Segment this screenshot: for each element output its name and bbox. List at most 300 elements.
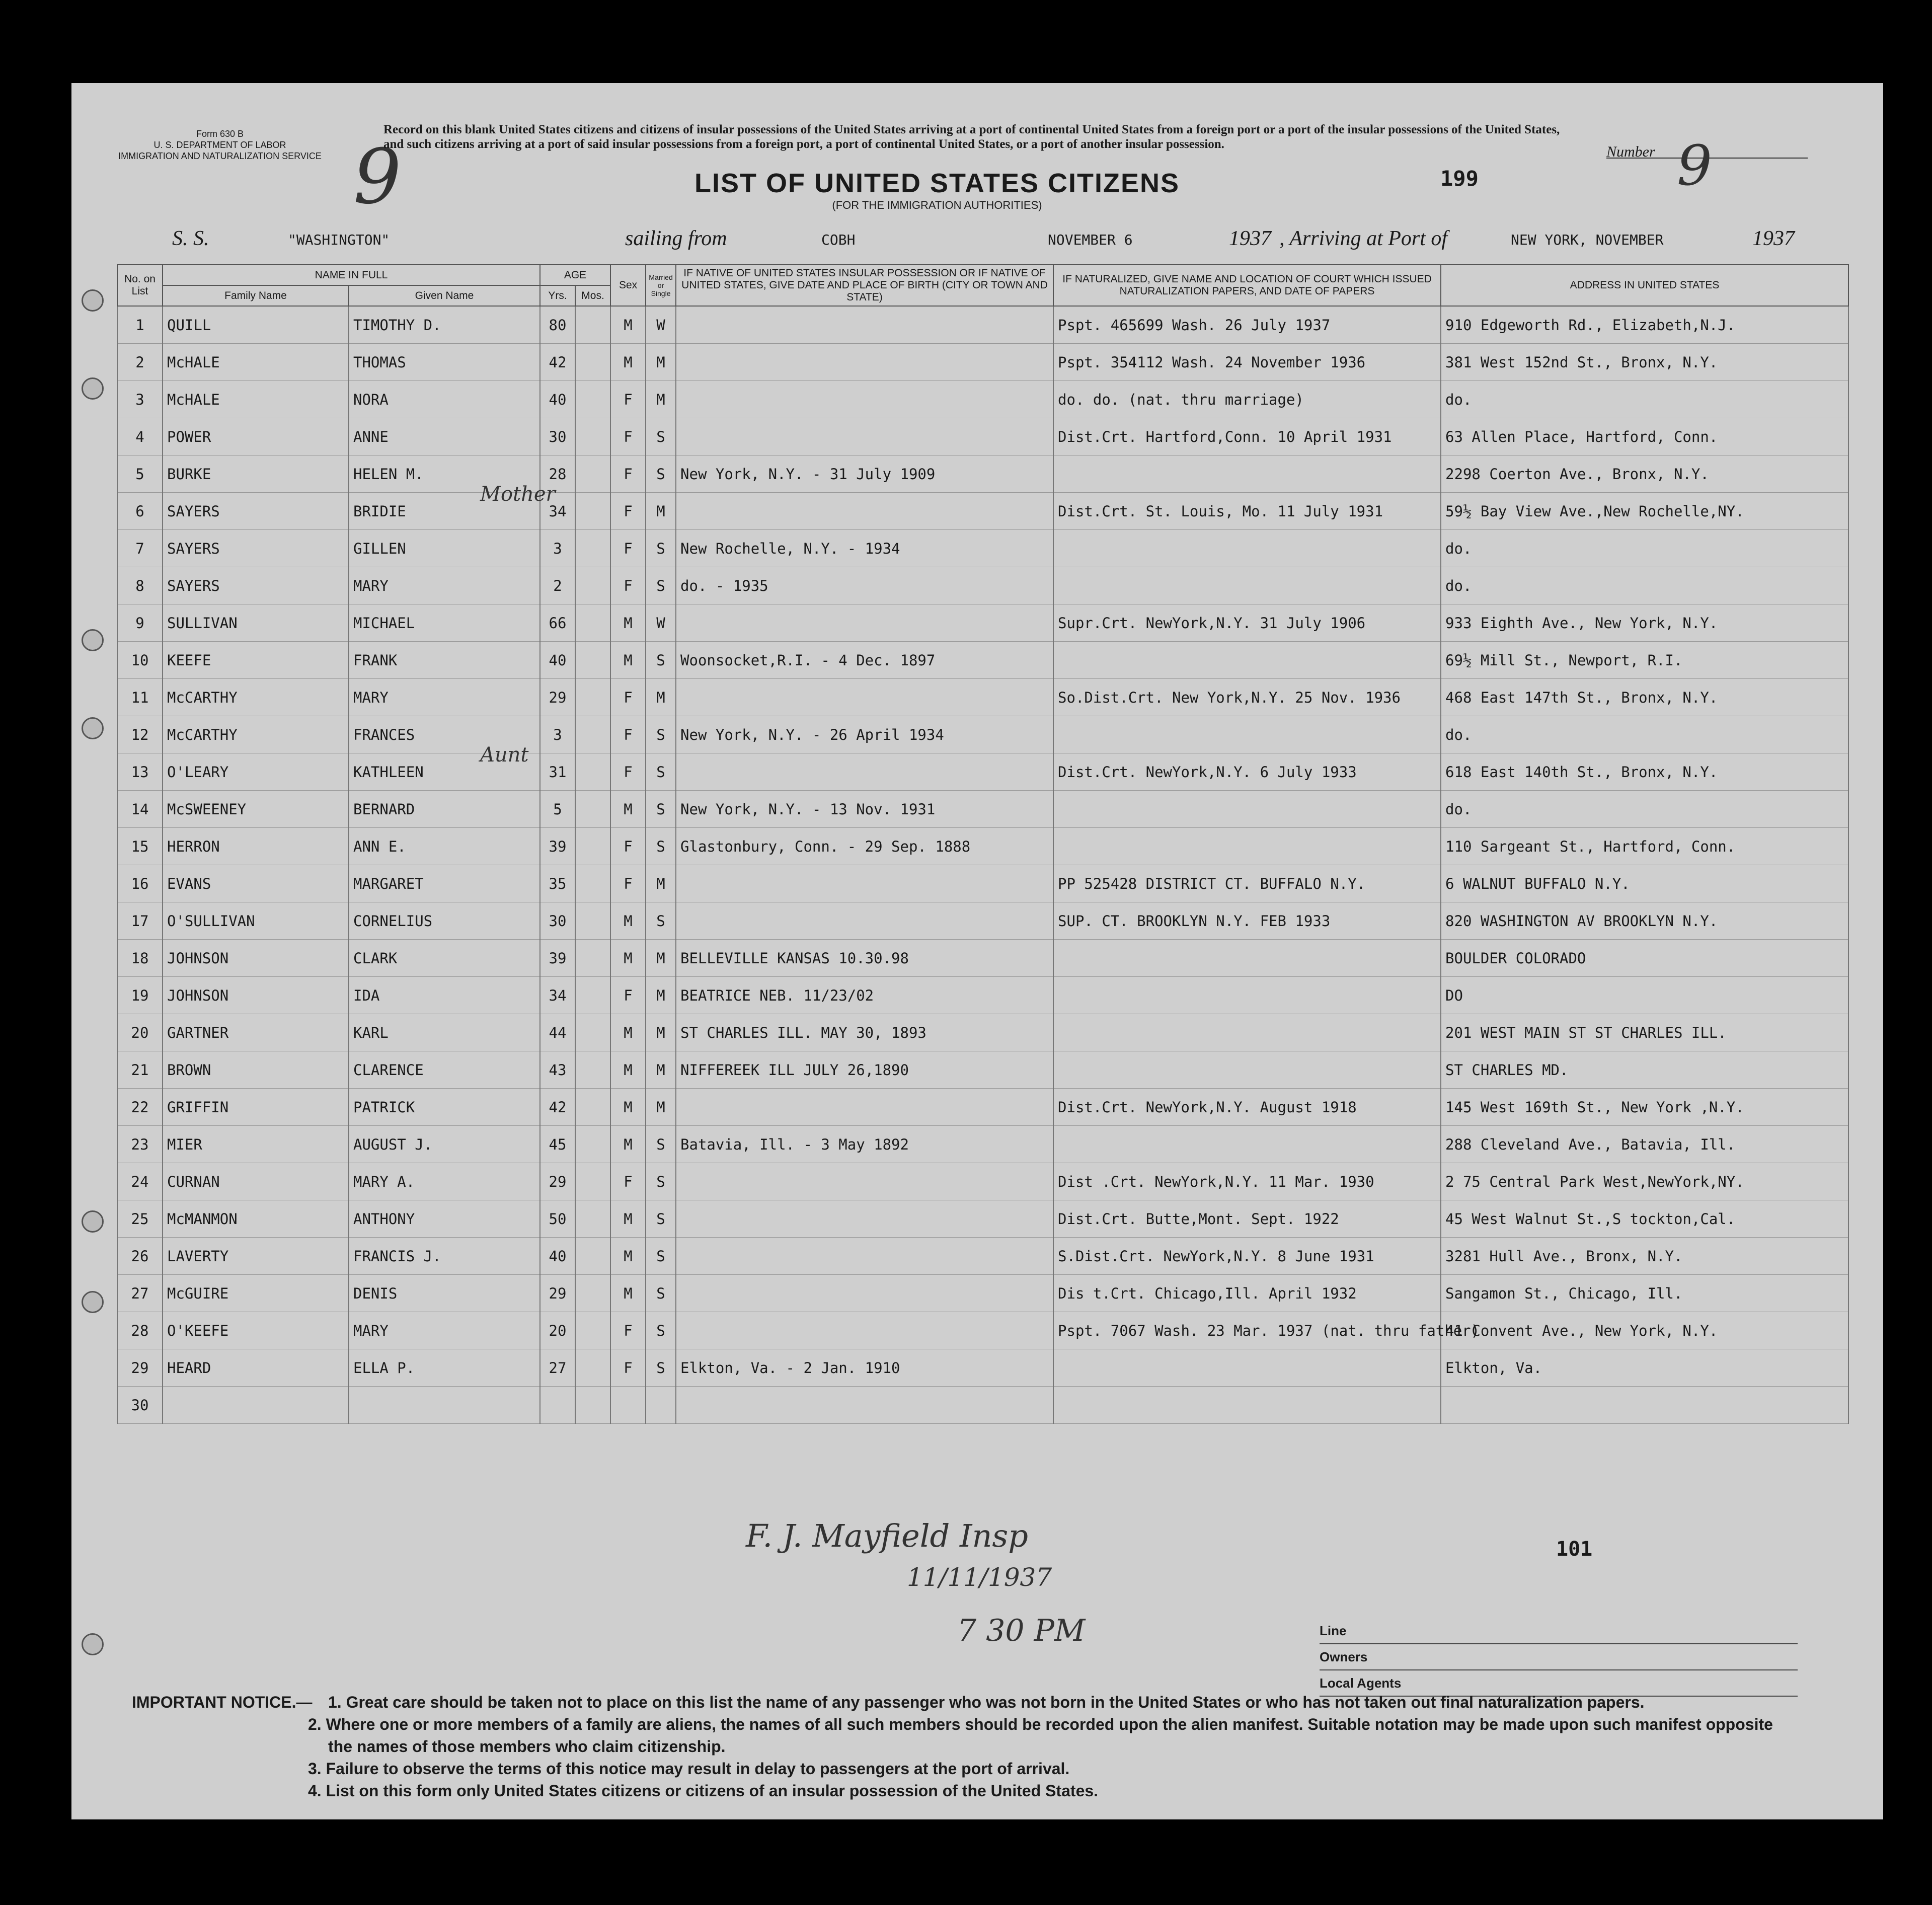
cell-no: 27 — [117, 1275, 163, 1312]
cell-ms: S — [646, 418, 676, 455]
cell-mos — [575, 1014, 610, 1051]
binder-hole — [82, 1291, 104, 1313]
cell-given — [349, 977, 540, 1014]
cell-birth: ST CHARLES ILL. MAY 30, 1893 — [676, 1014, 1053, 1051]
cell-ms: S — [646, 716, 676, 753]
cell-addr: 3281 Hull Ave., Bronx, N.Y. — [1441, 1238, 1848, 1275]
cell-addr: 2 75 Central Park West,NewYork,NY. — [1441, 1163, 1848, 1200]
binder-hole — [82, 717, 104, 739]
cell-sex: M — [610, 1014, 646, 1051]
table-row — [117, 418, 1848, 455]
cell-yrs: 3 — [540, 530, 575, 567]
agents-label: Local Agents — [1320, 1670, 1798, 1697]
cell-yrs: 40 — [540, 1238, 575, 1275]
cell-no: 3 — [117, 381, 163, 418]
cell-nat — [1053, 1387, 1441, 1424]
cell-addr: Sangamon St., Chicago, Ill. — [1441, 1275, 1848, 1312]
notice-1: 1. Great care should be taken not to place on this list the name of any passenger who was not born in the United States or who has not taken out final naturalization papers. — [328, 1693, 1645, 1711]
cell-addr: DO — [1441, 977, 1848, 1014]
cell-family: HERRON — [163, 828, 349, 865]
col-naturalized: IF NATURALIZED, GIVE NAME AND LOCATION OF COURT WHICH ISSUED NATURALIZATION PAPERS, AND DATE OF PAPERS — [1053, 265, 1441, 306]
cell-no: 19 — [117, 977, 163, 1014]
notice-lead: IMPORTANT NOTICE.— — [132, 1693, 313, 1711]
cell-sex: M — [610, 1200, 646, 1238]
cell-family: BROWN — [163, 1051, 349, 1089]
cell-sex: M — [610, 306, 646, 344]
cell-ms — [646, 1387, 676, 1424]
cell-nat: Dis t.Crt. Chicago,Ill. April 1932 — [1053, 1275, 1441, 1312]
cell-mos — [575, 791, 610, 828]
cell-addr: do. — [1441, 530, 1848, 567]
cell-given — [349, 1014, 540, 1051]
cell-addr — [1441, 1387, 1848, 1424]
table-row — [117, 306, 1848, 344]
cell-nat — [1053, 1349, 1441, 1387]
cell-mos — [575, 381, 610, 418]
cell-mos — [575, 418, 610, 455]
cell-nat: Pspt. 465699 Wash. 26 July 1937 — [1053, 306, 1441, 344]
cell-nat: Dist.Crt. Butte,Mont. Sept. 1922 — [1053, 1200, 1441, 1238]
given-name: TIMOTHY D. — [353, 316, 441, 334]
cell-ms: W — [646, 604, 676, 642]
cell-nat: Dist.Crt. NewYork,N.Y. 6 July 1933 — [1053, 753, 1441, 791]
cell-yrs: 39 — [540, 828, 575, 865]
cell-mos — [575, 306, 610, 344]
cell-nat — [1053, 455, 1441, 493]
table-row — [117, 1200, 1848, 1238]
cell-mos — [575, 642, 610, 679]
cell-birth: BEATRICE NEB. 11/23/02 — [676, 977, 1053, 1014]
given-name: IDA — [353, 986, 380, 1004]
notice-2: 2. Where one or more members of a family are aliens, the names of all such members should be recorded upon the alien manifest. Suitable notation may be made upon such manifest opposite the names of those members who claim citizenship. — [308, 1715, 1773, 1756]
cell-nat: Pspt. 354112 Wash. 24 November 1936 — [1053, 344, 1441, 381]
cell-sex: M — [610, 902, 646, 940]
cell-birth — [676, 1312, 1053, 1349]
page-number: 199 — [1440, 166, 1479, 191]
cell-no: 4 — [117, 418, 163, 455]
cell-nat — [1053, 828, 1441, 865]
cell-no: 1 — [117, 306, 163, 344]
owners-label: Owners — [1320, 1644, 1798, 1670]
table-row — [117, 642, 1848, 679]
cell-sex — [610, 1387, 646, 1424]
cell-given — [349, 344, 540, 381]
cell-family: O'SULLIVAN — [163, 902, 349, 940]
cell-sex: F — [610, 1349, 646, 1387]
cell-given — [349, 604, 540, 642]
cell-mos — [575, 940, 610, 977]
cell-yrs: 31 — [540, 753, 575, 791]
table-row — [117, 679, 1848, 716]
given-name: FRANCES — [353, 726, 415, 743]
cell-addr: do. — [1441, 791, 1848, 828]
cell-yrs: 39 — [540, 940, 575, 977]
cell-given — [349, 1051, 540, 1089]
cell-nat: do. do. (nat. thru marriage) — [1053, 381, 1441, 418]
cell-yrs: 2 — [540, 567, 575, 604]
cell-addr: 69½ Mill St., Newport, R.I. — [1441, 642, 1848, 679]
binder-hole — [82, 629, 104, 651]
cell-sex: M — [610, 1089, 646, 1126]
cell-yrs: 43 — [540, 1051, 575, 1089]
cell-addr: 45 West Walnut St.,S tockton,Cal. — [1441, 1200, 1848, 1238]
cell-birth — [676, 902, 1053, 940]
cell-mos — [575, 1163, 610, 1200]
cell-family: JOHNSON — [163, 977, 349, 1014]
page-subtitle: (FOR THE IMMIGRATION AUTHORITIES) — [832, 199, 1042, 211]
col-given: Given Name — [349, 285, 540, 306]
cell-mos — [575, 1387, 610, 1424]
cell-family: McSWEENEY — [163, 791, 349, 828]
cell-addr: 820 WASHINGTON AV BROOKLYN N.Y. — [1441, 902, 1848, 940]
cell-birth: New York, N.Y. - 26 April 1934 — [676, 716, 1053, 753]
cell-birth: New Rochelle, N.Y. - 1934 — [676, 530, 1053, 567]
cell-ms: S — [646, 567, 676, 604]
table-row — [117, 1387, 1848, 1424]
table-row — [117, 828, 1848, 865]
given-name: ANNE — [353, 428, 389, 445]
table-row — [117, 1163, 1848, 1200]
cell-sex: F — [610, 455, 646, 493]
cell-birth: Batavia, Ill. - 3 May 1892 — [676, 1126, 1053, 1163]
cell-family: McMANMON — [163, 1200, 349, 1238]
table-row — [117, 604, 1848, 642]
cell-ms: S — [646, 1238, 676, 1275]
cell-birth: New York, N.Y. - 31 July 1909 — [676, 455, 1053, 493]
cell-sex: M — [610, 1275, 646, 1312]
cell-yrs: 45 — [540, 1126, 575, 1163]
cell-family: McCARTHY — [163, 679, 349, 716]
cell-nat: Dist.Crt. Hartford,Conn. 10 April 1931 — [1053, 418, 1441, 455]
cell-birth: Glastonbury, Conn. - 29 Sep. 1888 — [676, 828, 1053, 865]
table-row — [117, 940, 1848, 977]
given-name: MARY A. — [353, 1173, 415, 1190]
cell-family: KEEFE — [163, 642, 349, 679]
cell-birth — [676, 1089, 1053, 1126]
cell-no: 29 — [117, 1349, 163, 1387]
cell-family: POWER — [163, 418, 349, 455]
cell-mos — [575, 493, 610, 530]
given-name: ANN E. — [353, 837, 406, 855]
cell-addr: do. — [1441, 716, 1848, 753]
notice-4: 4. List on this form only United States citizens or citizens of an insular possession of the United States. — [308, 1782, 1099, 1800]
cell-no: 23 — [117, 1126, 163, 1163]
cell-given — [349, 865, 540, 902]
given-name: NORA — [353, 391, 389, 408]
col-address: ADDRESS IN UNITED STATES — [1441, 265, 1848, 306]
cell-mos — [575, 344, 610, 381]
table-row — [117, 1014, 1848, 1051]
cell-no: 11 — [117, 679, 163, 716]
cell-nat — [1053, 530, 1441, 567]
cell-birth — [676, 1163, 1053, 1200]
cell-yrs: 20 — [540, 1312, 575, 1349]
cell-nat: Dist.Crt. NewYork,N.Y. August 1918 — [1053, 1089, 1441, 1126]
cell-addr: 41 Convent Ave., New York, N.Y. — [1441, 1312, 1848, 1349]
cell-no: 6 — [117, 493, 163, 530]
col-sex: Sex — [610, 265, 646, 306]
cell-sex: F — [610, 753, 646, 791]
cell-nat: PP 525428 DISTRICT CT. BUFFALO N.Y. — [1053, 865, 1441, 902]
table-row — [117, 1349, 1848, 1387]
given-name: FRANK — [353, 651, 398, 669]
cell-no: 12 — [117, 716, 163, 753]
cell-ms: S — [646, 1163, 676, 1200]
cell-addr: do. — [1441, 381, 1848, 418]
table-row — [117, 716, 1848, 753]
cell-sex: F — [610, 567, 646, 604]
cell-birth — [676, 1387, 1053, 1424]
cell-birth — [676, 381, 1053, 418]
cell-ms: S — [646, 1349, 676, 1387]
port-from: COBH — [821, 232, 856, 248]
cell-addr: 933 Eighth Ave., New York, N.Y. — [1441, 604, 1848, 642]
cell-family: LAVERTY — [163, 1238, 349, 1275]
department: U. S. DEPARTMENT OF LABOR — [153, 140, 286, 150]
given-name: FRANCIS J. — [353, 1247, 441, 1265]
given-name: PATRICK — [353, 1098, 415, 1116]
table-row — [117, 344, 1848, 381]
table-row — [117, 865, 1848, 902]
cell-ms: S — [646, 1312, 676, 1349]
cell-given — [349, 1312, 540, 1349]
cell-mos — [575, 1275, 610, 1312]
cell-no: 26 — [117, 1238, 163, 1275]
cell-addr: 468 East 147th St., Bronx, N.Y. — [1441, 679, 1848, 716]
voyage-line — [172, 226, 1833, 257]
cell-mos — [575, 753, 610, 791]
cell-ms: W — [646, 306, 676, 344]
cell-nat: SUP. CT. BROOKLYN N.Y. FEB 1933 — [1053, 902, 1441, 940]
cell-given — [349, 642, 540, 679]
cell-yrs: 50 — [540, 1200, 575, 1238]
cell-no: 10 — [117, 642, 163, 679]
cell-ms: S — [646, 455, 676, 493]
col-age: AGE — [540, 265, 610, 285]
important-notice — [132, 1691, 1793, 1802]
cell-nat: So.Dist.Crt. New York,N.Y. 25 Nov. 1936 — [1053, 679, 1441, 716]
cell-given — [349, 483, 556, 530]
cell-family: EVANS — [163, 865, 349, 902]
cell-sex: F — [610, 828, 646, 865]
cell-ms: M — [646, 381, 676, 418]
cell-addr: 59½ Bay View Ave.,New Rochelle,NY. — [1441, 493, 1848, 530]
inspector-signature: F. J. Mayfield Insp — [746, 1517, 1028, 1554]
date-from: NOVEMBER 6 — [1048, 232, 1133, 248]
cell-mos — [575, 716, 610, 753]
cell-nat — [1053, 1051, 1441, 1089]
cell-given — [349, 1200, 540, 1238]
cell-ms: M — [646, 977, 676, 1014]
cell-sex: F — [610, 716, 646, 753]
cell-yrs: 3 — [540, 716, 575, 753]
cell-given — [349, 828, 540, 865]
cell-mos — [575, 1089, 610, 1126]
cell-given — [349, 418, 540, 455]
cell-sex: F — [610, 679, 646, 716]
given-name: MARY — [353, 577, 389, 594]
given-name: CLARK — [353, 949, 398, 967]
citizens-table — [117, 264, 1849, 1424]
cell-ms: M — [646, 1089, 676, 1126]
form-identifier — [102, 128, 338, 162]
cell-family: SAYERS — [163, 530, 349, 567]
cell-ms: M — [646, 1014, 676, 1051]
cell-no: 21 — [117, 1051, 163, 1089]
table-row — [117, 1051, 1848, 1089]
cell-ms: S — [646, 902, 676, 940]
cell-no: 15 — [117, 828, 163, 865]
given-name: CORNELIUS — [353, 912, 433, 930]
cell-family: McCARTHY — [163, 716, 349, 753]
cell-mos — [575, 977, 610, 1014]
cell-family: JOHNSON — [163, 940, 349, 977]
given-name: HELEN M. — [353, 465, 424, 483]
service: IMMIGRATION AND NATURALIZATION SERVICE — [118, 151, 322, 161]
cell-birth — [676, 493, 1053, 530]
page-title: LIST OF UNITED STATES CITIZENS — [694, 168, 1180, 198]
cell-given — [349, 1275, 540, 1312]
cell-family: GARTNER — [163, 1014, 349, 1051]
cell-mos — [575, 679, 610, 716]
cell-mos — [575, 1126, 610, 1163]
given-name: MARY — [353, 689, 389, 706]
cell-no: 5 — [117, 455, 163, 493]
cell-ms: M — [646, 344, 676, 381]
cell-sex: F — [610, 381, 646, 418]
cell-nat — [1053, 1014, 1441, 1051]
cell-mos — [575, 1238, 610, 1275]
cell-nat: Supr.Crt. NewYork,N.Y. 31 July 1906 — [1053, 604, 1441, 642]
binder-hole — [82, 1633, 104, 1655]
sailing-label: sailing from — [625, 227, 727, 250]
cell-given — [349, 1387, 540, 1424]
cell-no: 7 — [117, 530, 163, 567]
cell-family: QUILL — [163, 306, 349, 344]
cell-birth — [676, 344, 1053, 381]
col-married: Married or Single — [646, 265, 676, 306]
table-row — [117, 1089, 1848, 1126]
cell-ms: S — [646, 642, 676, 679]
cell-yrs: 35 — [540, 865, 575, 902]
cell-yrs: 29 — [540, 1275, 575, 1312]
cell-birth: BELLEVILLE KANSAS 10.30.98 — [676, 940, 1053, 977]
table-row — [117, 381, 1848, 418]
cell-given — [349, 940, 540, 977]
cell-sex: M — [610, 604, 646, 642]
cell-birth: Woonsocket,R.I. - 4 Dec. 1897 — [676, 642, 1053, 679]
cell-given — [349, 791, 540, 828]
cell-no: 22 — [117, 1089, 163, 1126]
given-name: MARY — [353, 1322, 389, 1339]
cell-mos — [575, 1200, 610, 1238]
cell-addr: 63 Allen Place, Hartford, Conn. — [1441, 418, 1848, 455]
cell-nat: Dist.Crt. St. Louis, Mo. 11 July 1931 — [1053, 493, 1441, 530]
cell-birth: New York, N.Y. - 13 Nov. 1931 — [676, 791, 1053, 828]
cell-mos — [575, 828, 610, 865]
cell-family: SULLIVAN — [163, 604, 349, 642]
cell-mos — [575, 1312, 610, 1349]
cell-sex: M — [610, 1238, 646, 1275]
cell-nat: Pspt. 7067 Wash. 23 Mar. 1937 (nat. thru father) — [1053, 1312, 1441, 1349]
cell-nat — [1053, 940, 1441, 977]
line-owners-agents — [1320, 1618, 1798, 1697]
cell-given — [349, 306, 540, 344]
cell-no: 25 — [117, 1200, 163, 1238]
table-row — [117, 902, 1848, 940]
cell-given — [349, 1349, 540, 1387]
cell-yrs: 40 — [540, 642, 575, 679]
cell-birth — [676, 679, 1053, 716]
cell-yrs: 40 — [540, 381, 575, 418]
signature-date: 11/11/1937 — [907, 1563, 1052, 1592]
cell-sex: F — [610, 418, 646, 455]
cell-sex: M — [610, 344, 646, 381]
cell-mos — [575, 865, 610, 902]
cell-yrs: 28 — [540, 455, 575, 493]
cell-birth — [676, 604, 1053, 642]
cell-ms: M — [646, 493, 676, 530]
cell-yrs: 66 — [540, 604, 575, 642]
cell-no: 13 — [117, 753, 163, 791]
given-name: GILLEN — [353, 540, 406, 557]
cell-addr: 110 Sargeant St., Hartford, Conn. — [1441, 828, 1848, 865]
cell-birth — [676, 1238, 1053, 1275]
cell-addr: 910 Edgeworth Rd., Elizabeth,N.J. — [1441, 306, 1848, 344]
binder-hole — [82, 289, 104, 312]
cell-birth — [676, 418, 1053, 455]
cell-addr: BOULDER COLORADO — [1441, 940, 1848, 977]
cell-birth: NIFFEREEK ILL JULY 26,1890 — [676, 1051, 1053, 1089]
cell-nat: Dist .Crt. NewYork,N.Y. 11 Mar. 1930 — [1053, 1163, 1441, 1200]
table-row — [117, 455, 1848, 493]
cell-yrs: 44 — [540, 1014, 575, 1051]
cell-ms: S — [646, 791, 676, 828]
col-mos: Mos. — [575, 285, 610, 306]
cell-no: 9 — [117, 604, 163, 642]
cell-addr: 381 West 152nd St., Bronx, N.Y. — [1441, 344, 1848, 381]
handwritten-list-number: 9 — [353, 133, 402, 221]
stamp-number: 101 — [1556, 1538, 1593, 1561]
binder-hole — [82, 377, 104, 400]
cell-mos — [575, 530, 610, 567]
cell-yrs: 30 — [540, 902, 575, 940]
cell-sex: M — [610, 791, 646, 828]
handwritten-note: Mother — [480, 483, 556, 506]
cell-yrs: 30 — [540, 418, 575, 455]
cell-yrs: 29 — [540, 1163, 575, 1200]
cell-addr: 201 WEST MAIN ST ST CHARLES ILL. — [1441, 1014, 1848, 1051]
table-row — [117, 753, 1848, 791]
cell-addr: 145 West 169th St., New York ,N.Y. — [1441, 1089, 1848, 1126]
cell-given — [349, 530, 540, 567]
notice-3: 3. Failure to observe the terms of this notice may result in delay to passengers at the port of arrival. — [308, 1760, 1070, 1778]
cell-ms: S — [646, 1200, 676, 1238]
col-name-in-full: NAME IN FULL — [163, 265, 540, 285]
cell-addr: ST CHARLES MD. — [1441, 1051, 1848, 1089]
cell-birth: do. - 1935 — [676, 567, 1053, 604]
cell-family: McGUIRE — [163, 1275, 349, 1312]
cell-addr: 6 WALNUT BUFFALO N.Y. — [1441, 865, 1848, 902]
cell-sex: M — [610, 1126, 646, 1163]
cell-family: SAYERS — [163, 567, 349, 604]
cell-ms: S — [646, 530, 676, 567]
table-row — [117, 493, 1848, 530]
cell-ms: S — [646, 1126, 676, 1163]
cell-yrs: 80 — [540, 306, 575, 344]
cell-nat — [1053, 977, 1441, 1014]
cell-given — [349, 743, 540, 791]
